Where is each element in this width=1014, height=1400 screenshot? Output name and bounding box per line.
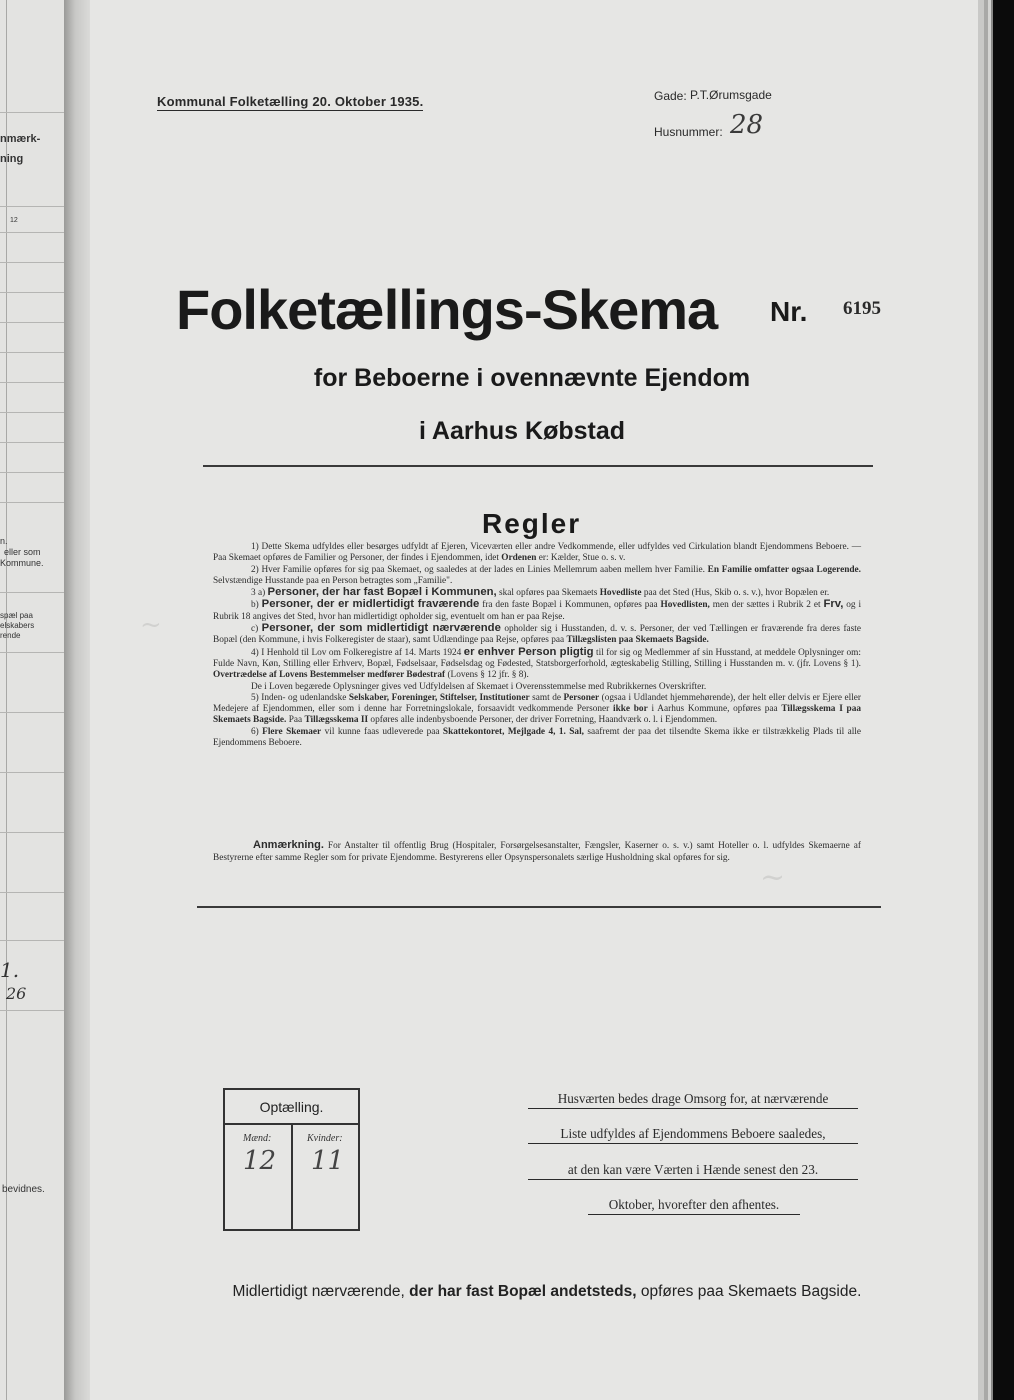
left-page-rule bbox=[0, 1010, 64, 1011]
form-number-label: Nr. bbox=[770, 296, 808, 327]
left-page-fragment: eller som bbox=[4, 547, 41, 557]
remark-paragraph bbox=[213, 840, 861, 864]
remark-divider bbox=[197, 906, 881, 908]
landlord-note-line: Liste udfyldes af Ejendommens Beboere saaledes, bbox=[528, 1126, 858, 1144]
left-page-handwriting: 26 bbox=[6, 984, 27, 1003]
left-page-rule bbox=[0, 322, 64, 323]
rule-3b: b) Personer, der er midlertidigt fraværende fra den faste Bopæl i Kommunen, opføres paa Hovedlisten, men der sættes i Rubrik 2 et Frv, og i Rubrik 18 angives det Sted, hvor han midlertidigt opholder sig, eventuelt om han er paa Rejse. bbox=[213, 598, 862, 622]
rule-6: 6) Flere Skemaer vil kunne faas udleverede paa Skattekontoret, Mejlgade 4, 1. Sal, saafremt der paa det tilsendte Skema ikke er tilstrækkelig Plads til alle Ejendommens Beboere. bbox=[213, 726, 861, 749]
left-page-fragment: n. bbox=[0, 536, 8, 546]
left-page-fragment: elskabers bbox=[0, 621, 35, 630]
left-page-rule bbox=[0, 592, 64, 593]
left-page-fragment: ning bbox=[0, 153, 24, 165]
left-page-rule bbox=[0, 772, 64, 773]
left-page-fragment: spæl paa bbox=[0, 611, 33, 620]
men-count: 12 bbox=[243, 1146, 277, 1176]
street-label: Gade: bbox=[654, 89, 687, 103]
left-page-rule bbox=[0, 292, 64, 293]
landlord-note-line: Husværten bedes drage Omsorg for, at nærværende bbox=[528, 1091, 858, 1109]
left-page-rule bbox=[0, 892, 64, 893]
footer-part: Midlertidigt nærværende, bbox=[232, 1283, 405, 1300]
left-page-fragment: 12 bbox=[10, 217, 18, 224]
remark-label: Anmærkning. bbox=[253, 839, 324, 851]
rule-5: 5) Inden- og udenlandske Selskaber, Foreninger, Stiftelser, Institutioner samt de Personer (ogsaa i Udlandet hjemmehørende), der helt eller delvis er Ejere eller Medejere af Ejendommen, eller som i denne har Forretningslokale, forsaavidt vedkommende Personer ikke bor i Aarhus Kommune, opføres paa Tillægsskema I paa Skemaets Bagside. Paa Tillægsskema II opføres alle indenbysboende Personer, der driver Forretning, Haandværk o. l. i Ejendommen. bbox=[213, 692, 862, 726]
left-page-rule bbox=[0, 232, 64, 233]
landlord-note-line: Oktober, hvorefter den afhentes. bbox=[588, 1197, 800, 1215]
left-page-rule bbox=[0, 940, 64, 941]
left-page-rule bbox=[0, 712, 64, 713]
form-location: i Aarhus Købstad bbox=[418, 417, 626, 445]
left-page-fragment: nmærk- bbox=[0, 133, 41, 145]
rule-2: 2) Hver Familie opføres for sig paa Skemaet, og saaledes at der lades en Linies Mellemrum aaben mellem hver Familie. En Familie omfatter ogsaa Logerende. Selvstændige Husstande paa en Person betragtes som „Familie". bbox=[213, 564, 861, 586]
footer-instruction bbox=[0, 1283, 1014, 1301]
bleed-through-mark: ~ bbox=[760, 860, 786, 895]
left-page-fragment: rende bbox=[0, 631, 21, 640]
left-page-rule bbox=[0, 352, 64, 353]
rule-3c: c) Personer, der som midlertidigt nærværende opholder sig i Husstanden, d. v. s. Personer, der ved Tællingen er fraværende fra deres faste Bopæl (den Kommune, i hvis Folkeregister de staar), samt Udlændinge paa Rejse, opføres paa Tillægslisten paa Skemaets Bagside. bbox=[213, 622, 861, 646]
left-page-rule bbox=[0, 112, 64, 113]
remark-text: For Anstalter til offentlig Brug (Hospitaler, Forsørgelsesanstalter, Fængsler, Kaserner o. s. v.) samt Hoteller o. l. udfyldes Skemaerne af Bestyrerne efter samme Regler som for private Ejendomme. Bestyrerens eller Opsynspersonalets særlige Husholdning skal opføres for sig. bbox=[213, 841, 861, 863]
women-label: Kvinder: bbox=[307, 1133, 343, 1144]
title-divider bbox=[203, 465, 873, 467]
left-facing-page bbox=[0, 0, 65, 1400]
men-label: Mænd: bbox=[243, 1133, 272, 1144]
left-page-rule bbox=[0, 472, 64, 473]
count-box-column-divider bbox=[291, 1123, 293, 1231]
landlord-note-line: at den kan være Værten i Hænde senest den 23. bbox=[528, 1162, 858, 1180]
count-box bbox=[223, 1088, 360, 1231]
rule-3a: 3 a) Personer, der har fast Bopæl i Kommunen, skal opføres paa Skemaets Hovedliste paa det Sted (Hus, Skib o. s. v.), hvor Bopælen er. bbox=[251, 586, 830, 599]
left-page-rule bbox=[0, 502, 64, 503]
rule-4: 4) I Henhold til Lov om Folkeregistre af 14. Marts 1924 er enhver Person pligtig til for sig og Medlemmer af sin Husstand, at meddele Oplysninger om: Fulde Navn, Køn, Stilling eller Erhverv, Bopæl, Fødselsaar, Fødselsdag og Fødested, Statsborgerforhold, ægteskabelig Stilling, Stilling i Husstanden m. v. (jfr. Lovens § 1). Overtrædelse af Lovens Bestemmelser medfører Bødestraf (Lovens § 12 jfr. § 8). bbox=[213, 645, 861, 681]
house-number-value: 28 bbox=[730, 110, 764, 140]
bleed-through-mark: ~ bbox=[140, 610, 162, 640]
form-subtitle: for Beboerne i ovennævnte Ejendom bbox=[313, 364, 751, 392]
women-count: 11 bbox=[311, 1146, 345, 1176]
left-page-fragment: Kommune. bbox=[0, 558, 44, 568]
left-page-rule bbox=[0, 832, 64, 833]
form-number-value: 6195 bbox=[843, 298, 881, 319]
footer-part: opføres paa Skemaets Bagside. bbox=[640, 1283, 862, 1300]
left-page-rule bbox=[0, 412, 64, 413]
rule-4-note: De i Loven begærede Oplysninger gives ved Udfyldelsen af Skemaet i Overensstemmelse med Rubrikkernes Overskrifter. bbox=[251, 681, 707, 692]
rule-1: 1) Dette Skema udfyldes eller besørges udfyldt af Ejeren, Viceværten eller andre Vedkommende, eller udfyldes ved Cirkulation blandt Ejendommens Beboere. — Paa Skemaet opføres de Familier og Personer, der findes i Ejendommen, idet Ordenen er: Kælder, Stue o. s. v. bbox=[213, 542, 861, 564]
left-page-fragment: bevidnes. bbox=[2, 1184, 45, 1195]
footer-part-bold: der har fast Bopæl andetsteds, bbox=[409, 1283, 637, 1300]
rules-text bbox=[213, 542, 861, 749]
left-page-rule bbox=[0, 206, 64, 207]
street-value: P.T.Ørumsgade bbox=[690, 88, 772, 102]
rules-heading: Regler bbox=[482, 508, 582, 539]
form-title: Folketællings-Skema bbox=[176, 278, 718, 341]
count-box-title: Optælling. bbox=[259, 1099, 324, 1115]
book-gutter bbox=[64, 0, 92, 1400]
left-page-rule bbox=[0, 652, 64, 653]
left-page-handwriting: 1. bbox=[0, 958, 20, 982]
left-page-rule bbox=[0, 262, 64, 263]
census-title: Kommunal Folketælling 20. Oktober 1935. bbox=[157, 94, 424, 109]
house-number-label: Husnummer: bbox=[654, 125, 723, 139]
page-edge bbox=[991, 0, 993, 1400]
